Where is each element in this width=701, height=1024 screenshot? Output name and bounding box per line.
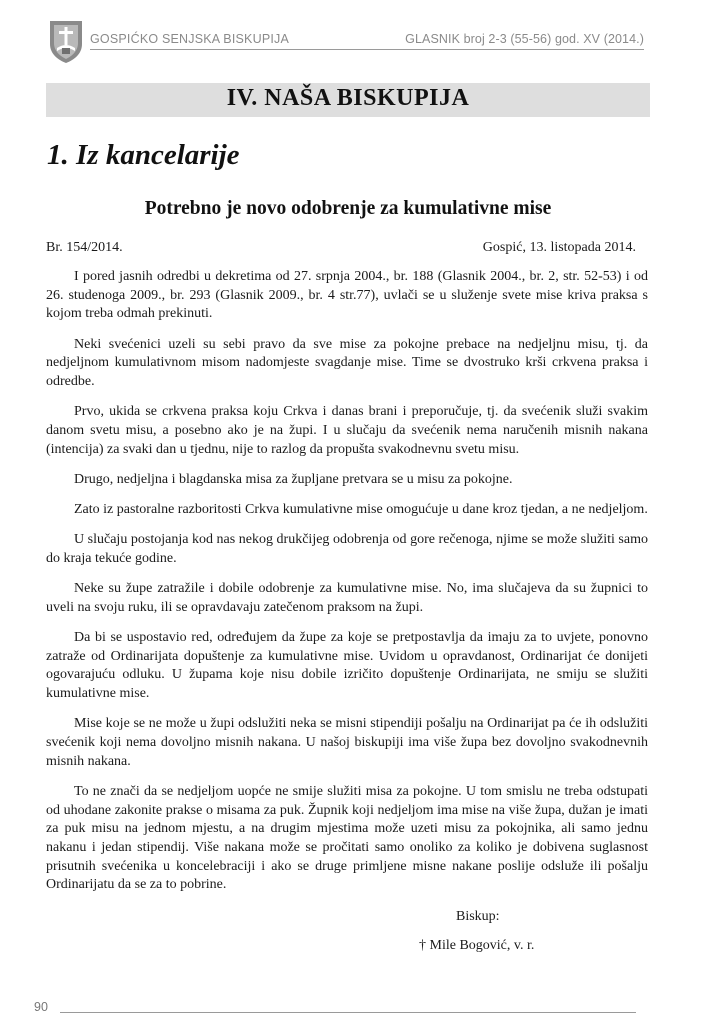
paragraph: U slučaju postojanja kod nas nekog drukčijeg odobrenja od gore rečenoga, njime se može služiti samo do kraja tekuće godine. xyxy=(46,532,648,566)
reference-number: Br. 154/2014. xyxy=(46,240,123,255)
header-issue: GLASNIK broj 2-3 (55-56) god. XV (2014.) xyxy=(405,32,644,46)
chapter-heading: IV. NAŠA BISKUPIJA xyxy=(226,85,470,111)
header-publisher: GOSPIĆKO SENJSKA BISKUPIJA xyxy=(90,32,290,46)
paragraph: Zato iz pastoralne razboritosti Crkva kumulativne mise omogućuje u dane kroz tjedan, a ne nedjeljom. xyxy=(74,502,648,518)
page-header xyxy=(46,18,652,66)
paragraph: Prvo, ukida se crkvena praksa koju Crkva i danas brani i preporučuje, tj. da svećenik služi svakim danom svetu misu, a posebno ako je na župi. I u slučaju da svećenik nema naručenih misnih nakana (intencija) za svaki dan u tjednu, nije to razlog da propušta svakodnevnu svetu misu. xyxy=(46,404,648,457)
article-body xyxy=(46,268,648,907)
article-title: Potrebno je novo odobrenje za kumulativne mise xyxy=(144,198,552,219)
paragraph: I pored jasnih odredbi u dekretima od 27. srpnja 2004., br. 188 (Glasnik 2004., br. 2, str. 52-53) i od 26. studenoga 2009., br. 293 (Glasnik 2009., br. 4 str.77), uvlači se u služenje svete mise kriva praksa s kojom treba odmah prekinuti. xyxy=(46,269,648,322)
diocese-coat-of-arms-icon xyxy=(46,18,86,64)
paragraph: Da bi se uspostavio red, određujem da župe za koje se pretpostavlja da imaju za to uvjete, ponovno zatraže od Ordinarijata dopuštenje za kumulativne mise. Uvidom u opravdanost, Ordinarijat će donijeti ogovarajuću odluku. U župama koje nisu dobile izričito dopuštenje Ordinarijata, ne smiju se služiti kumulativne mise. xyxy=(46,630,648,702)
signature-name: † Mile Bogović, v. r. xyxy=(419,938,535,953)
place-date: Gospić, 13. listopada 2014. xyxy=(482,240,636,255)
section-heading: 1. Iz kancelarije xyxy=(47,139,240,171)
paragraph: Neke su župe zatražile i dobile odobrenje za kumulativne mise. No, ima slučajeva da su župnici to uveli na svoju ruku, ili se opravdavaju zatečenom praksom na župi. xyxy=(46,581,648,615)
chapter-banner xyxy=(46,83,650,117)
paragraph: Mise koje se ne može u župi odslužiti neka se misni stipendiji pošalju na Ordinarijat pa će ih odslužiti svećenik koji nema dovoljno misnih nakana. U našoj biskupiji ima više župa bez dovoljno svakodnevnih misnih nakana. xyxy=(46,716,648,769)
paragraph: To ne znači da se nedjeljom uopće ne smije služiti misa za pokojne. U tom smislu ne treba odstupati od uhodane zakonite prakse o misama za puk. Župnik koji nedjeljom ima mise na više župa, dužan je imati za puk misu na jednom mjestu, a na drugim mjestima može uzeti misu za pokojnika, ali samo jednu nakanu i jedan stipendij. Više nakana može se pročitati samo onoliko za koliko je dobivena suglasnost prisutnih svećenika u koncelebraciji i ako se druge primljene misne nakane poslije odsluže ili pošalju Ordinarijatu da se za to pobrine. xyxy=(46,783,648,893)
paragraph: Drugo, nedjeljna i blagdanska misa za župljane pretvara se u misu za pokojne. xyxy=(74,471,513,487)
header-rule xyxy=(90,49,644,50)
paragraph: Neki svećenici uzeli su sebi pravo da sve mise za pokojne prebace na nedjeljnu misu, tj. da nedjeljnom kumulativnom misom nadomjeste svagdanje mise. Time se dvostruko krši crkvena praksa i odredbe. xyxy=(46,336,648,390)
footer-rule xyxy=(60,1012,636,1013)
signature-role: Biskup: xyxy=(456,909,500,924)
page-number: 90 xyxy=(34,1000,48,1014)
